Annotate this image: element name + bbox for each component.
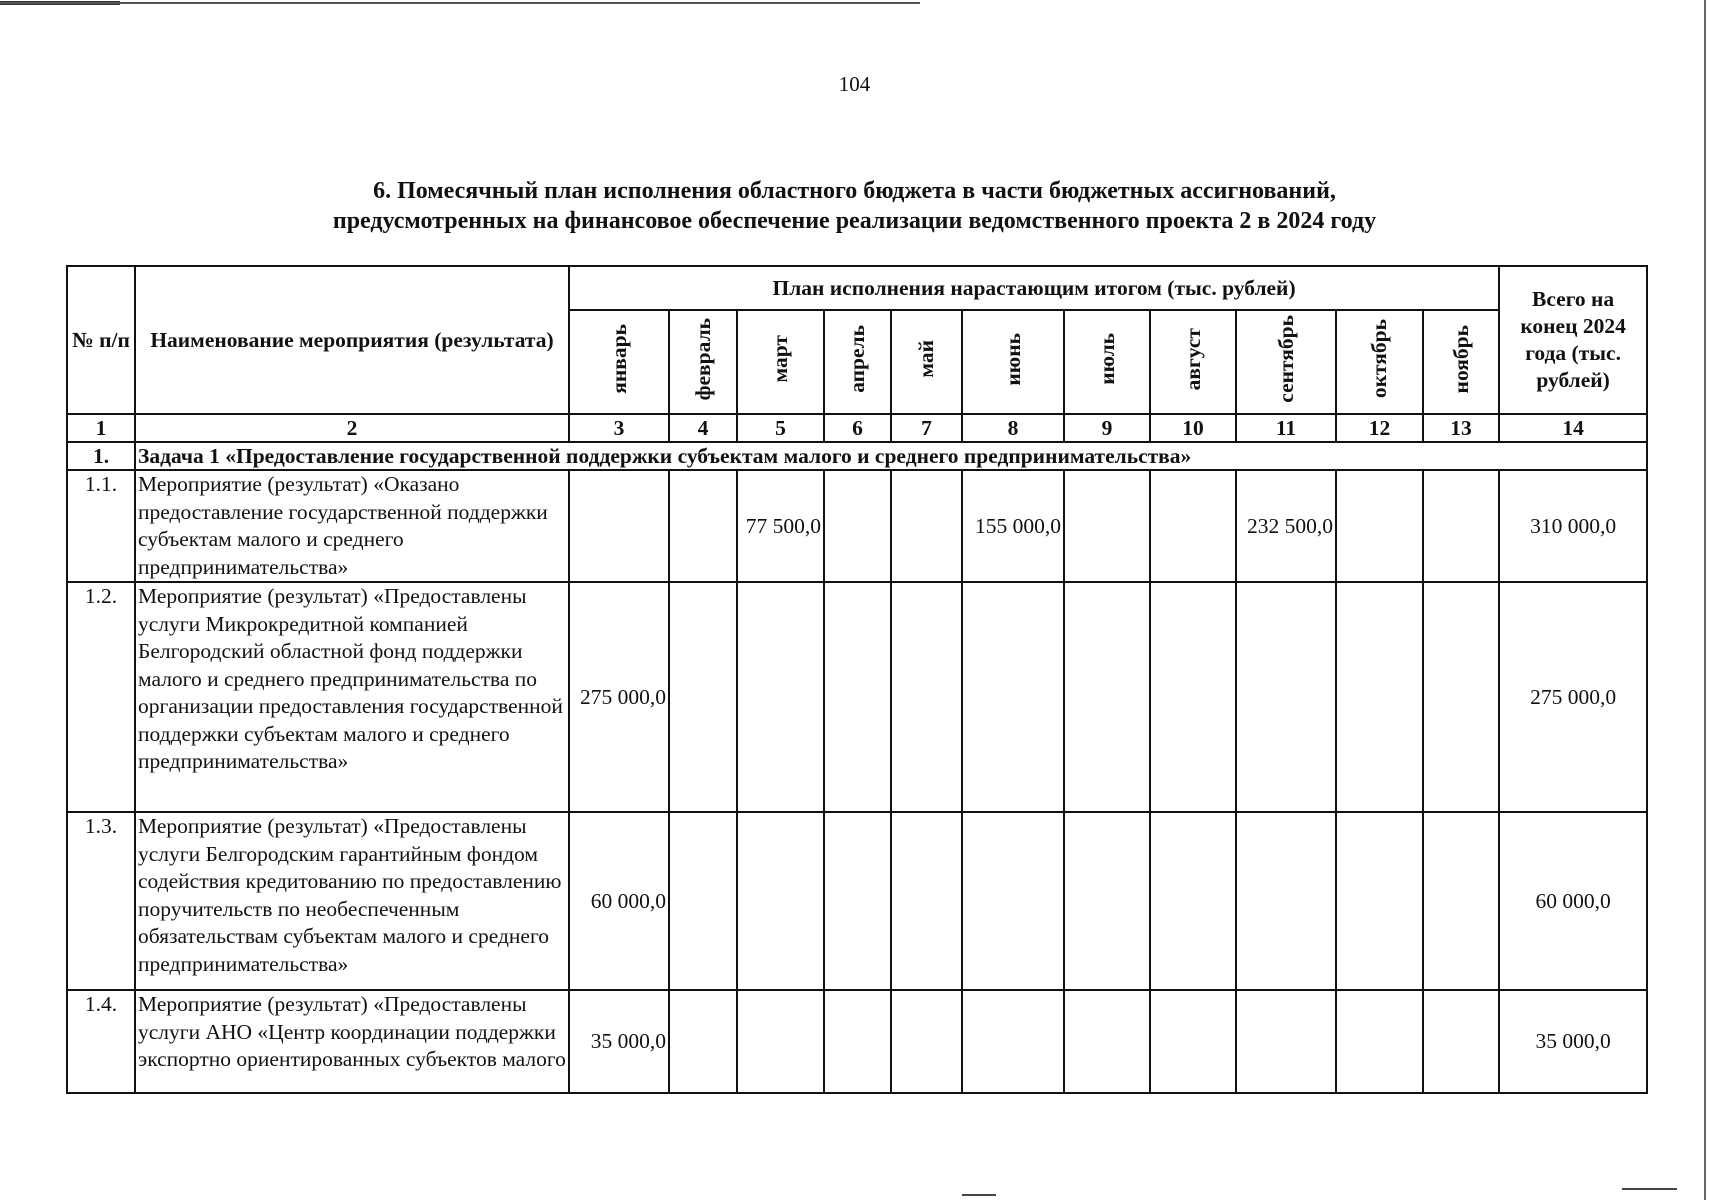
month-value: 155 000,0 xyxy=(962,470,1064,582)
month-value xyxy=(1150,582,1236,812)
month-value xyxy=(962,812,1064,990)
header-month xyxy=(569,310,669,414)
total-value: 275 000,0 xyxy=(1499,582,1647,812)
header-row-number: № п/п xyxy=(67,266,135,414)
header-month xyxy=(669,310,737,414)
month-value xyxy=(1150,470,1236,582)
table-row xyxy=(67,990,1647,1093)
column-number: 4 xyxy=(669,414,737,442)
month-value xyxy=(1336,990,1423,1093)
column-number: 12 xyxy=(1336,414,1423,442)
document-title xyxy=(0,176,1709,236)
month-value xyxy=(1150,990,1236,1093)
scan-edge-mark xyxy=(962,1194,996,1196)
column-number: 5 xyxy=(737,414,824,442)
month-value: 77 500,0 xyxy=(737,470,824,582)
month-value xyxy=(737,812,824,990)
header-month-label: октябрь xyxy=(1367,319,1391,399)
column-number: 9 xyxy=(1064,414,1150,442)
total-value: 310 000,0 xyxy=(1499,470,1647,582)
header-month-label: ноябрь xyxy=(1448,324,1473,394)
row-number: 1.2. xyxy=(67,582,135,812)
column-number: 7 xyxy=(891,414,962,442)
header-month-label: февраль xyxy=(690,317,715,401)
table-row xyxy=(67,582,1647,812)
month-value: 232 500,0 xyxy=(1236,470,1336,582)
header-month xyxy=(1336,310,1423,414)
header-month-label: май xyxy=(914,340,938,378)
month-value xyxy=(669,582,737,812)
month-value xyxy=(962,990,1064,1093)
month-value xyxy=(824,990,891,1093)
month-value xyxy=(1423,582,1499,812)
header-month-label: январь xyxy=(606,324,631,394)
header-month-label: март xyxy=(768,335,792,383)
column-number: 3 xyxy=(569,414,669,442)
month-value xyxy=(891,812,962,990)
header-plan-cumulative: План исполнения нарастающим итогом (тыс. рублей) xyxy=(569,266,1499,310)
header-month-label: август xyxy=(1180,327,1205,391)
header-month-label: июль xyxy=(1094,333,1119,385)
column-number: 13 xyxy=(1423,414,1499,442)
table-row xyxy=(67,470,1647,582)
header-total-year: Всего на конец 2024 года (тыс. рублей) xyxy=(1499,266,1647,414)
total-value: 60 000,0 xyxy=(1499,812,1647,990)
total-value: 35 000,0 xyxy=(1499,990,1647,1093)
header-month-label: июнь xyxy=(1000,332,1025,386)
activity-name: Мероприятие (результат) «Предоставлены услуги АНО «Центр координации поддержки экспортно ориентированных субъектов малого xyxy=(135,990,569,1093)
scan-edge-line-top xyxy=(0,2,920,4)
month-value: 35 000,0 xyxy=(569,990,669,1093)
month-value xyxy=(891,990,962,1093)
header-activity-name: Наименование мероприятия (результата) xyxy=(135,266,569,414)
month-value xyxy=(1064,582,1150,812)
header-month xyxy=(891,310,962,414)
month-value xyxy=(824,812,891,990)
activity-name: Мероприятие (результат) «Предоставлены услуги Белгородским гарантийным фондом содействия кредитованию по предоставлению поручительств по необеспеченным обязательствам субъектам малого и среднего предпринимательства» xyxy=(135,812,569,990)
header-month xyxy=(1423,310,1499,414)
month-value xyxy=(669,990,737,1093)
column-number: 8 xyxy=(962,414,1064,442)
column-number: 11 xyxy=(1236,414,1336,442)
month-value xyxy=(1064,990,1150,1093)
month-value xyxy=(1236,582,1336,812)
month-value: 275 000,0 xyxy=(569,582,669,812)
month-value xyxy=(1336,812,1423,990)
month-value xyxy=(824,582,891,812)
column-number: 1 xyxy=(67,414,135,442)
month-value xyxy=(1236,812,1336,990)
month-value xyxy=(1336,582,1423,812)
task-row xyxy=(67,442,1647,470)
column-number: 2 xyxy=(135,414,569,442)
row-number: 1.1. xyxy=(67,470,135,582)
activity-name: Мероприятие (результат) «Предоставлены услуги Микрокредитной компанией Белгородский областной фонд поддержки малого и среднего предпринимательства по организации предоставления государственной поддержки субъектам малого и среднего предпринимательства» xyxy=(135,582,569,812)
month-value xyxy=(891,470,962,582)
header-month xyxy=(1064,310,1150,414)
header-month xyxy=(1150,310,1236,414)
table-row xyxy=(67,812,1647,990)
row-number: 1.3. xyxy=(67,812,135,990)
month-value xyxy=(1423,470,1499,582)
month-value xyxy=(669,812,737,990)
page-number: 104 xyxy=(838,72,871,96)
month-value xyxy=(824,470,891,582)
month-value xyxy=(962,582,1064,812)
column-number: 14 xyxy=(1499,414,1647,442)
month-value xyxy=(1064,812,1150,990)
document-title-line-1: 6. Помесячный план исполнения областного бюджета в части бюджетных ассигнований, xyxy=(373,178,1336,204)
task-title: Задача 1 «Предоставление государственной поддержки субъектам малого и среднего предпринимательства» xyxy=(135,442,1647,470)
header-month xyxy=(737,310,824,414)
month-value xyxy=(1336,470,1423,582)
column-number: 10 xyxy=(1150,414,1236,442)
header-month xyxy=(824,310,891,414)
header-month xyxy=(962,310,1064,414)
row-number: 1.4. xyxy=(67,990,135,1093)
month-value: 60 000,0 xyxy=(569,812,669,990)
header-month-label: сентябрь xyxy=(1273,315,1298,403)
month-value xyxy=(737,582,824,812)
document-title-line-2: предусмотренных на финансовое обеспечение реализации ведомственного проекта 2 в 2024 году xyxy=(332,208,1377,234)
month-value xyxy=(1423,990,1499,1093)
month-value xyxy=(1150,812,1236,990)
month-value xyxy=(1423,812,1499,990)
column-number: 6 xyxy=(824,414,891,442)
month-value xyxy=(669,470,737,582)
header-month-label: апрель xyxy=(845,325,869,393)
month-value xyxy=(737,990,824,1093)
month-value xyxy=(1236,990,1336,1093)
month-value xyxy=(1064,470,1150,582)
budget-plan-table xyxy=(66,265,1648,1094)
month-value xyxy=(891,582,962,812)
column-numbers-row xyxy=(67,414,1647,442)
task-number: 1. xyxy=(67,442,135,470)
activity-name: Мероприятие (результат) «Оказано предоставление государственной поддержки субъектам малого и среднего предпринимательства» xyxy=(135,470,569,582)
header-month xyxy=(1236,310,1336,414)
month-value xyxy=(569,470,669,582)
scan-edge-mark xyxy=(1622,1188,1677,1190)
